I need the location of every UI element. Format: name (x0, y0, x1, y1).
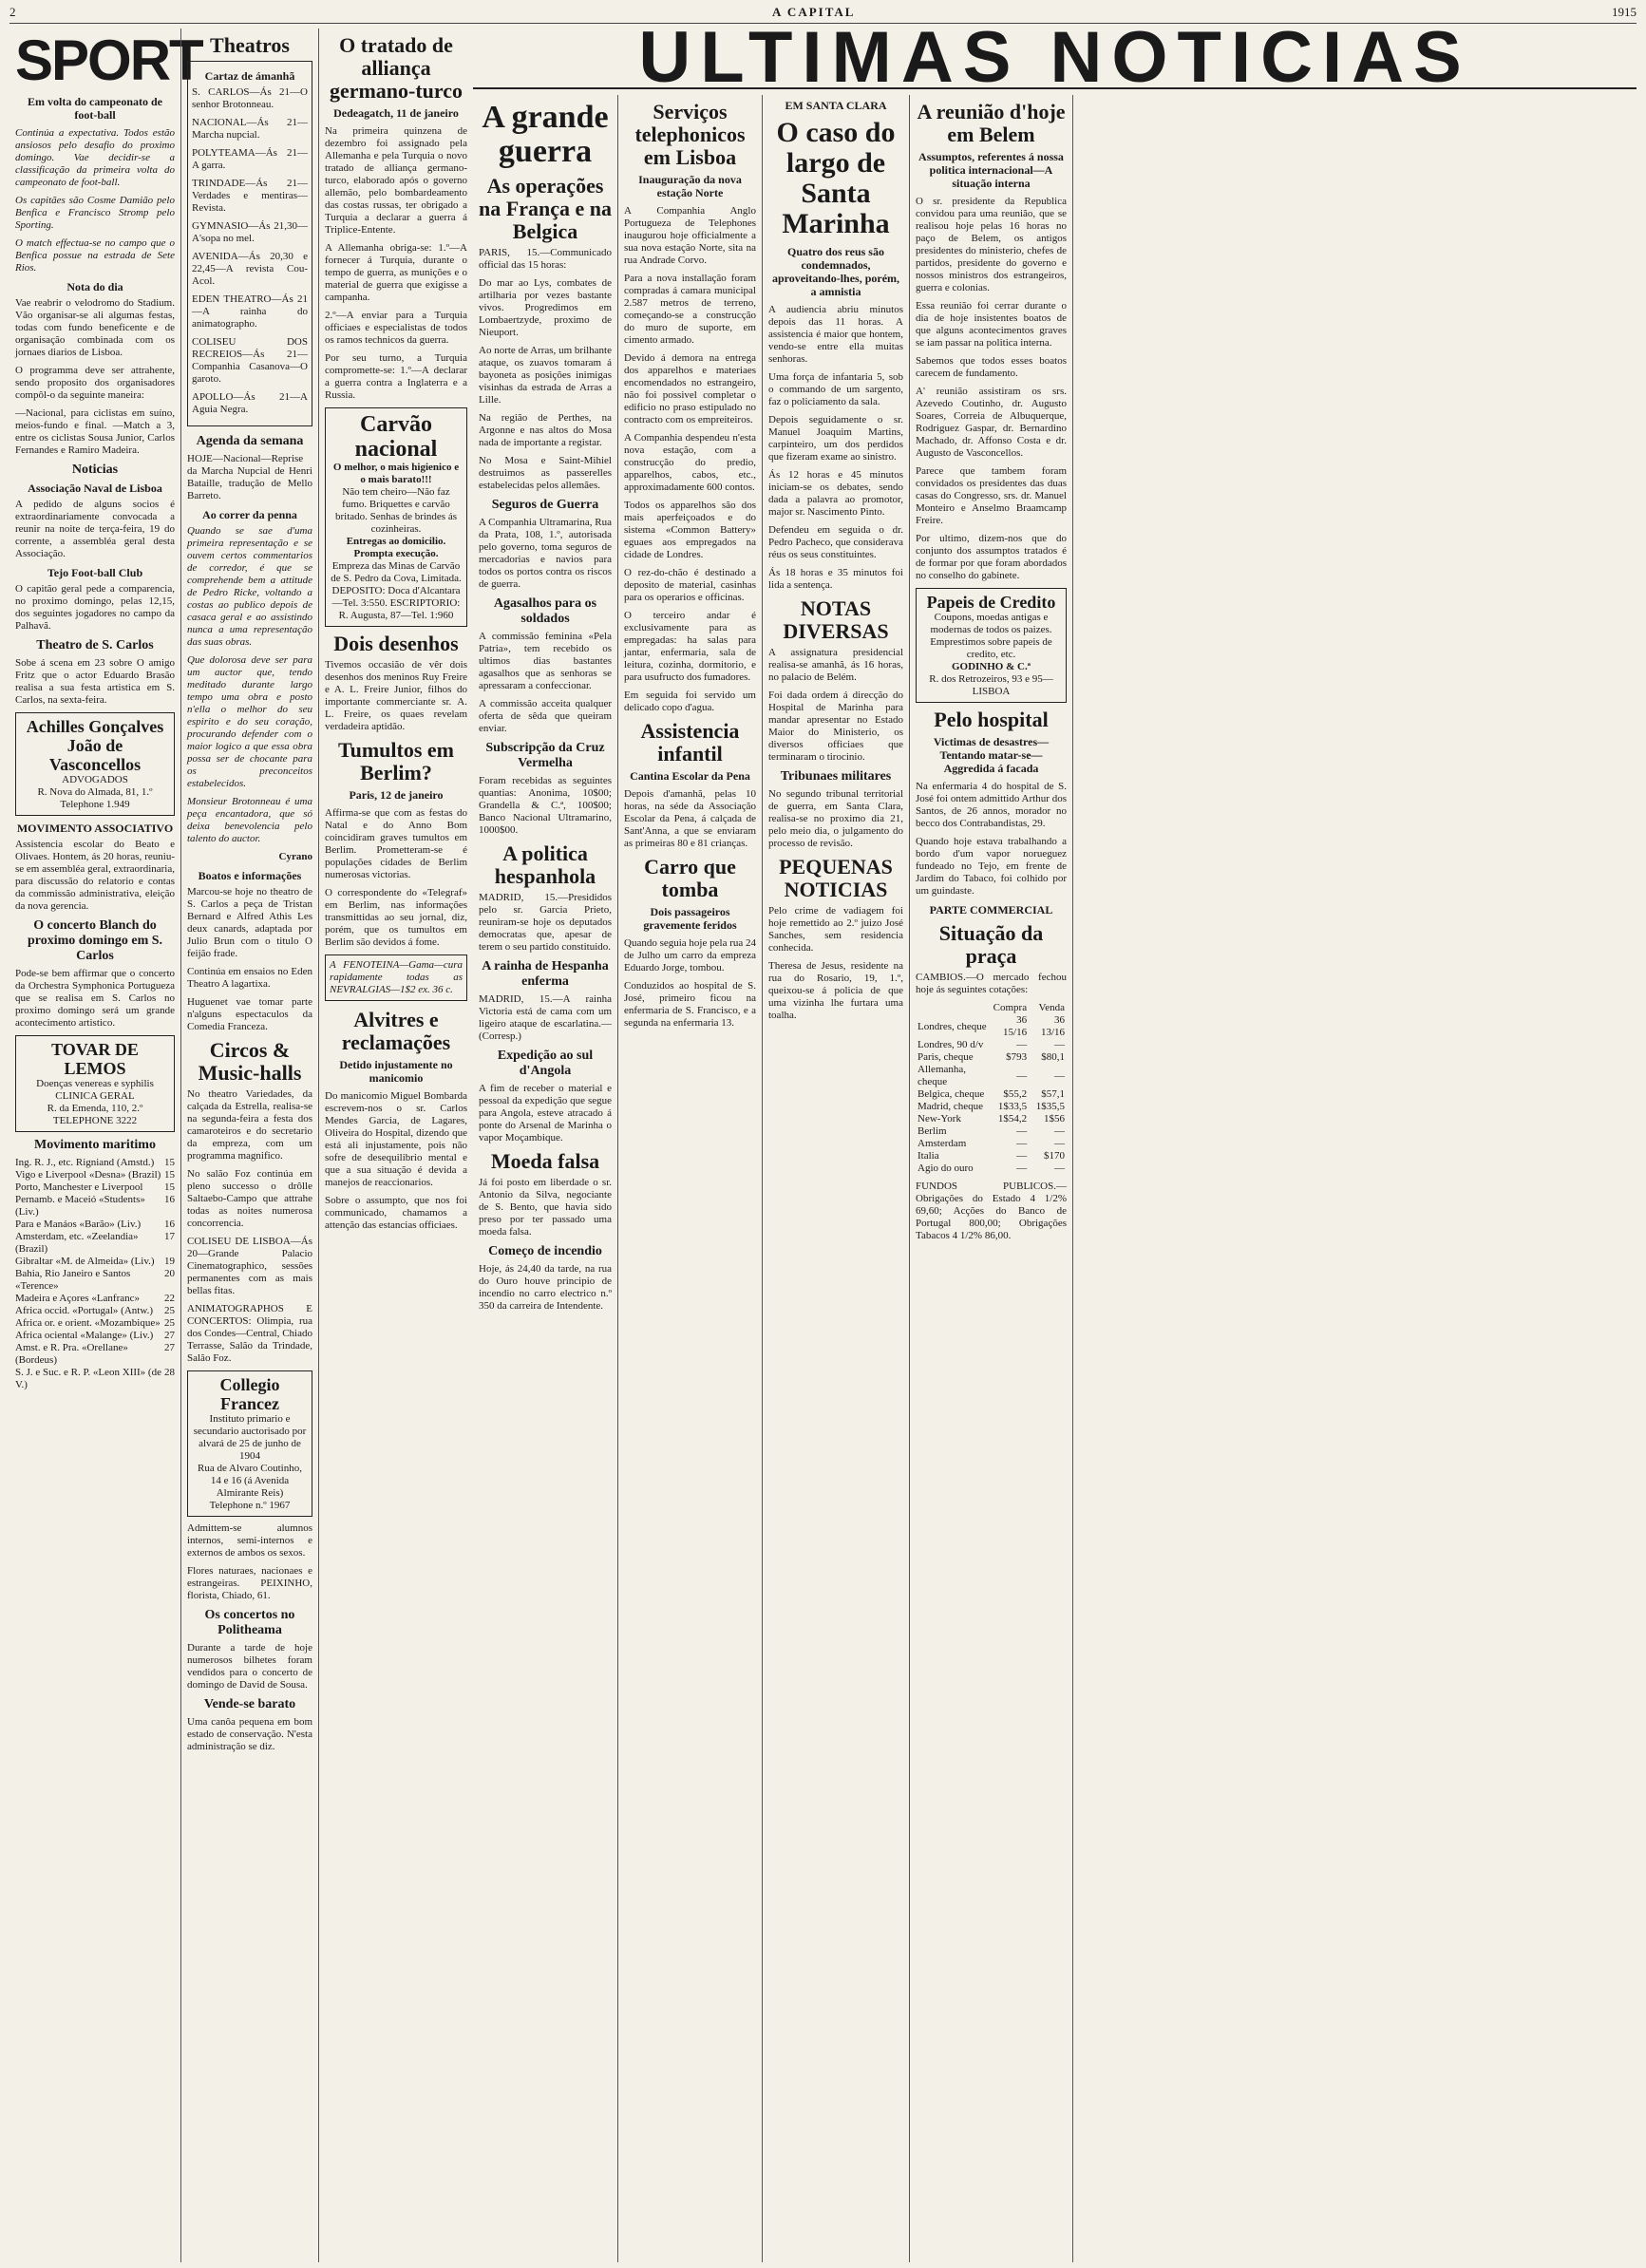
column-blank (1072, 95, 1637, 2262)
tratado-title: O tratado de alliança germano-turco (329, 33, 464, 103)
notas-text-2: Foi dada ordem á direcção do Hospital de Marinha para mandar apresentar no Estado Maior do Ministerio, os diversos officiaes que terminaram o tirocinio. (768, 690, 903, 763)
theatro-carlos-title: Theatro de S. Carlos (36, 638, 154, 652)
ship-row (15, 1231, 175, 1256)
tratado-text-3: 2.º—A enviar para a Turquia officiaes e especialistas de todos os ramos technicos da guerra. (325, 310, 467, 346)
rate-buy: 1$33,5 (997, 1101, 1028, 1112)
ship-name: Porto, Manchester e Liverpool (15, 1181, 143, 1193)
santa-text-2: Uma força de infantaria 5, sob o commando de um sargento, faz o policiamento da sala. (768, 371, 903, 407)
credito-firm: GODINHO & C.ª (951, 661, 1031, 672)
cruz-title: Subscripção da Cruz Vermelha (485, 741, 605, 770)
fenoteina-ad: A FENOTEINA—Gama—cura rapidamente todas as NEVRALGIAS—1$2 ex. 36 c. (325, 954, 467, 1001)
collegio-title: Collegio Francez (219, 1375, 280, 1413)
belem-title: A reunião d'hoje em Belem (917, 100, 1066, 146)
telephones-sub: Inauguração da nova estação Norte (638, 173, 742, 199)
credito-text: Emprestimos sobre papeis de credito, etc. (930, 636, 1052, 660)
ship-day: 19 (164, 1256, 175, 1267)
theatro-carlos-text: Sobe á scena em 23 sobre O amigo Fritz que o actor Eduardo Brasão realisa a sua festa artistica em S. Carlos, na sexta-feira. (15, 657, 175, 706)
rate-row (916, 1162, 1067, 1175)
circos-text-2: No salão Foz continúa em pleno successo o drôlle Saltaebo-Campo que attrahe todas as noites numerosa concorrencia. (187, 1168, 312, 1229)
ship-row (15, 1181, 175, 1194)
dois-title: Dois desenhos (333, 632, 459, 655)
tumult-title: Tumultos em Berlim? (337, 738, 455, 784)
moeda-title: Moeda falsa (490, 1149, 600, 1173)
telephones-text-8: Em seguida foi servido um delicado copo d'agua. (624, 690, 756, 713)
ship-name: Amsterdam, etc. «Zeelandia» (Brazil) (15, 1231, 139, 1255)
ship-name: Vigo e Liverpool «Desna» (Brazil) (15, 1169, 161, 1181)
rate-row (916, 1064, 1067, 1088)
agasalhos-text-1: A commissão feminina «Pela Patria», tem recebido os ultimos dias bastantes agasalhos que as senhoras se apressaram a confeccionar. (479, 631, 612, 691)
rate-row (916, 1014, 1067, 1039)
collegio-text: Admittem-se alumnos internos, semi-internos e externos de ambos os sexos. (187, 1522, 312, 1559)
ship-day: 20 (164, 1268, 175, 1279)
assistencia-sub: Cantina Escolar da Pena (630, 769, 750, 783)
theatros-title: Theatros (210, 33, 290, 57)
paper-name: A CAPITAL (772, 5, 856, 19)
rate-sell: 1$56 (1044, 1113, 1065, 1125)
carro-text-1: Quando seguia hoje pela rua 24 de Julho um carro da empreza Eduardo Jorge, tombou. (624, 937, 756, 973)
advert-credito (916, 588, 1067, 703)
show-item: APOLLO—Ás 21—A Aguia Negra. (192, 391, 308, 415)
ship-name: Africa occid. «Portugal» (Antw.) (15, 1305, 153, 1316)
show-item: S. CARLOS—Ás 21—O senhor Brotonneau. (192, 86, 308, 110)
parte-commercial: PARTE COMMERCIAL (929, 903, 1053, 917)
column-santa-marinha (762, 95, 909, 2262)
credito-title: Papeis de Credito (926, 593, 1056, 612)
santa-text-1: A audiencia abriu minutos depois das 11 horas. A assistencia é maior que hontem, vendo-se entre ella muitas senhoras. (768, 304, 903, 365)
ship-day: 16 (164, 1194, 175, 1205)
tratado-text-4: Por seu turno, a Turquia compromette-se: 1.º—A declarar a guerra contra a Inglaterra e a Russia. (325, 352, 467, 401)
advert-clinic-address: R. da Emenda, 110, 2.º (47, 1103, 143, 1114)
advert-carvao (325, 407, 467, 627)
ship-row (15, 1219, 175, 1231)
advert-lawyers-role: ADVOGADOS (62, 774, 128, 785)
show-item: NACIONAL—Ás 21—Marcha nupcial. (192, 117, 308, 141)
tumult-dateline: Paris, 12 de janeiro (349, 788, 444, 802)
rate-place: Amsterdam (918, 1138, 967, 1149)
boatos-text-2: Continúa em ensaios no Eden Theatro A lagartixa. (187, 966, 312, 990)
ship-row (15, 1342, 175, 1367)
rate-sell: 36 13/16 (1040, 1014, 1065, 1038)
ship-day: 25 (164, 1305, 175, 1316)
ship-name: S. J. e Suc. e R. P. «Leon XIII» (de V.) (15, 1367, 161, 1390)
correr-title: Ao correr da penna (202, 508, 297, 521)
carvao-title: Carvão nacional (354, 412, 438, 462)
carro-text-2: Conduzidos ao hospital de S. José, primeiro ficou na enfermaria de S. Francisco, e a segunda na enfermaria 13. (624, 980, 756, 1029)
rates-header-place (916, 1002, 989, 1014)
circos-title: Circos & Music-halls (198, 1038, 302, 1085)
notas-title: NOTAS DIVERSAS (783, 596, 889, 643)
column-belem (909, 95, 1072, 2262)
rate-place: Italia (918, 1150, 939, 1162)
belem-text-6: Por ultimo, dizem-nos que do conjunto dos assumptos tratados é de formar por que foram abordados no conselho do gabinete. (916, 533, 1067, 581)
notas-text-1: A assignatura presidencial realisa-se amanhã, ás 16 horas, no palacio de Belém. (768, 647, 903, 683)
rates-body (916, 1014, 1067, 1175)
sport-section: Em volta do campeonato de foot-ball (28, 95, 162, 122)
guerra-sub: As operações na França e na Belgica (479, 174, 612, 243)
ship-list (15, 1157, 175, 1391)
rate-buy: $55,2 (1003, 1088, 1028, 1100)
politica-text: MADRID, 15.—Presididos pelo sr. Garcia Prieto, reuniram-se hoje os deputados democratas que, apesar de terem o seu partido constituido. (479, 892, 612, 953)
telephones-text-3: Devido á demora na entrega dos apparelhos e materiaes encomendados no estrangeiro, não foi possivel completar o edificio no praso estipulado no contracto com os empreiteiros. (624, 352, 756, 425)
rate-row (916, 1051, 1067, 1064)
telephones-text-1: A Companhia Anglo Portugueza de Telephones inaugurou hoje officialmente a sua nova estação Norte, sita na rua Andrade Corvo. (624, 205, 756, 266)
rate-place: New-York (918, 1113, 961, 1125)
ship-name: Amst. e R. Pra. «Orellane» (Bordeus) (15, 1342, 128, 1366)
rate-place: Belgica, cheque (918, 1088, 985, 1100)
anim-text: ANIMATOGRAPHOS E CONCERTOS: Olimpia, rua dos Condes—Central, Chiado Terrasse, Salão da Trindade, Salão Foz. (187, 1303, 312, 1364)
incendio-text: Hoje, ás 24,40 da tarde, na rua do Ouro houve principio de incendio no carro electrico n.º 350 da carreira de Intendente. (479, 1263, 612, 1312)
circos-text-1: No theatro Variedades, da calçada da Estrella, realisa-se na segunda-feira a festa dos camaroteiros e do secretario da empreza, com um programma magnifico. (187, 1088, 312, 1162)
rate-sell: — (1054, 1069, 1065, 1082)
sport-text-1: Continúa a expectativa. Todos estão ansiosos pelo desafio do proximo domingo. Vae decidir-se a classificação da primeira volta do campeonato de foot-ball. (15, 127, 175, 188)
correr-signature: Cyrano (278, 851, 312, 862)
correr-text-3: Monsieur Brotonneau é uma peça encantadora, que só deixa benevolencia pelo talento do auctor. (187, 796, 312, 844)
rate-buy: — (1016, 1162, 1028, 1174)
column-guerra (473, 95, 617, 2262)
rates-table (916, 1002, 1067, 1175)
advert-collegio (187, 1370, 312, 1517)
ship-row (15, 1194, 175, 1219)
politica-title: A politica hespanhola (494, 841, 596, 888)
ship-day: 15 (164, 1169, 175, 1181)
ship-day: 17 (164, 1231, 175, 1242)
sport-text-2: Os capitães são Cosme Damião pelo Benfica e Francisco Stromp pelo Sporting. (15, 195, 175, 231)
rainha-text: MADRID, 15.—A rainha Victoria está de cama com um ligeiro ataque de escarlatina.—(Corresp.) (479, 993, 612, 1042)
ship-name: Africa ociental «Malange» (Liv.) (15, 1330, 154, 1341)
telephones-text-2: Para a nova installação foram compradas á camara municipal 2.587 metros de terreno, começando-se a construcção do muro de suporte, em cimento armado. (624, 273, 756, 346)
agenda-text: HOJE—Nacional—Reprise da Marcha Nupcial de Henri Bataille, tradução de Mello Barreto. (187, 453, 312, 501)
ship-row (15, 1256, 175, 1268)
ship-row (15, 1367, 175, 1391)
telephones-title: Serviços telephonicos em Lisboa (634, 100, 746, 169)
hospital-title: Pelo hospital (934, 708, 1049, 731)
note-text-1: Vae reabrir o velodromo do Stadium. Vão organisar-se ali algumas festas, todas com fundo beneficente e de organisação combinada com os jornaes diarios de Lisboa. (15, 297, 175, 358)
rate-buy: — (1016, 1069, 1028, 1082)
pequenas-text-2: Theresa de Jesus, residente na rua do Rosario, 19, 1.º, queixou-se á policia de que uma vizinha lhe furtara uma toalha. (768, 960, 903, 1021)
rate-place: Berlim (918, 1125, 947, 1137)
show-item: TRINDADE—Ás 21—Verdades e mentiras—Revista. (192, 178, 308, 214)
rate-sell: — (1054, 1138, 1065, 1149)
collegio-sub: Instituto primario e secundario auctorisado por alvará de 25 de junho de 1904 (193, 1413, 307, 1462)
news-sub-2: Tejo Foot-ball Club (47, 566, 143, 579)
cartaz-box (187, 61, 312, 426)
ship-day: 22 (164, 1293, 175, 1304)
concertos-text: Durante a tarde de hoje numerosos bilhetes foram vendidos para o concerto de domingo de David de Sousa. (187, 1642, 312, 1691)
assistencia-title: Assistencia infantil (640, 719, 740, 765)
rate-place: Londres, cheque (918, 1020, 987, 1032)
column-sport (9, 28, 202, 2262)
show-list (192, 86, 308, 416)
santa-sub: Quatro dos reus são condemnados, aproveitando-lhes, porém, a amnistia (771, 245, 900, 298)
rates-header (916, 1002, 1067, 1014)
note-text-3: —Nacional, para ciclistas em suíno, meios-fundo e final. —Match a 3, entre os ciclistas Sousa Junior, Carlos Fernandes e Ramiro Madeira. (15, 407, 175, 456)
guerra-dateline: PARIS, 15.—Communicado official das 15 horas: (479, 247, 612, 271)
guerra-text-3: Na região de Perthes, na Argonne e nas altos do Mosa nada de importante a registar. (479, 412, 612, 448)
seguros-text: A Companhia Ultramarina, Rua da Prata, 108, 1.º, autorisada pelo governo, toma seguros de mercadorias e navios para todos os portos contra os riscos de guerra. (479, 517, 612, 590)
ship-day: 16 (164, 1219, 175, 1230)
carvao-text-3: Empreza das Minas de Carvão de S. Pedro da Cova, Limitada. DEPOSITO: Doca d'Alcantara—Tel. 3:550. ESCRIPTORIO: R. Augusta, 87—Tel. 1:960 (331, 560, 462, 621)
tumult-text-1: Affirma-se que com as festas do Natal e do Anno Bom coincidiram graves tumultos em Berlim. Prometteram-se é populações cidades de Berlim numerosas victorias. (325, 807, 467, 880)
rate-row (916, 1150, 1067, 1162)
column-telephones (617, 95, 762, 2262)
alvitres-text-1: Do manicomio Miguel Bombarda escrevem-nos o sr. Carlos Mendes Garcia, de Lagares, Oliveira do Hospital, dizendo que está ali injustamente, pois não sofre de desequilibrio mental e que a sua situação é devida a manejos de reaccionarios. (325, 1090, 467, 1188)
assistencia-text: Depois d'amanhã, pelas 10 horas, na séde da Associação Escolar da Pena, á calçada de Sant'Anna, a que se enviaram as primeiras 80 e 81 crianças. (624, 788, 756, 849)
collegio-address: Rua de Alvaro Coutinho, 14 e 16 (á Avenida Almirante Reis) (198, 1463, 302, 1499)
ship-name: Africa or. e orient. «Mozambique» (15, 1317, 161, 1329)
rate-sell: $57,1 (1041, 1088, 1065, 1100)
concert-text: Pode-se bem affirmar que o concerto da Orchestra Symphonica Portugueza que se realisa em S. Carlos no proximo domingo será um grande acontecimento artistico. (15, 968, 175, 1029)
tribunaes-text: No segundo tribunal territorial de guerra, em Santa Clara, realisa-se no proximo dia 21, pelo meio dia, o julgamento do processo de revisão. (768, 788, 903, 849)
telephones-text-4: A Companhia despendeu n'esta nova estação, com a construcção do predio, apparelhos, cabos, etc., approximadamente 600 contos. (624, 432, 756, 493)
column-tratado (318, 28, 473, 2262)
alvitres-title: Alvitres e reclamações (341, 1008, 451, 1054)
tumult-text-2: O correspondente do «Telegraf» em Berlim, nas informações transmittidas ao seu jornal, diz, porém, que os tumultos em Berlim são devidos á fome. (325, 887, 467, 948)
tratado-dateline: Dedeagatch, 11 de janeiro (333, 106, 459, 120)
santa-text-4: Ás 12 horas e 45 minutos iniciam-se os debates, sendo dada a palavra ao promotor, major sr. Nascimento Pinto. (768, 469, 903, 518)
cambios-text: CAMBIOS.—O mercado fechou hoje ás seguintes cotações: (916, 972, 1067, 995)
show-item: AVENIDA—Ás 20,30 e 22,45—A revista Cou-Acol. (192, 251, 308, 287)
rate-sell: — (1054, 1162, 1065, 1174)
expedicao-title: Expedição ao sul d'Angola (497, 1049, 594, 1078)
guerra-text-1: Do mar ao Lys, combates de artilharia por vezes bastante vivos. Progredimos em Lombaertzyde, proximo de Nieuport. (479, 277, 612, 338)
hospital-sub: Victimas de desastres—Tentando matar-se—Aggredida á facada (933, 735, 1050, 775)
belem-text-1: O sr. presidente da Republica convidou para uma reunião, que se realisou hoje pelas 16 horas no paço de Belem, os antigos presidentes do ministerio, chefes de partidos, presidente do governo e nossos ministros dos estrangeiros, guerra e colonias. (916, 196, 1067, 293)
carvao-text-2: Entregas ao domicilio. Prompta execução. (346, 536, 446, 559)
news-text-2: O capitão geral pede a comparencia, no proximo domingo, pelas 12,15, dos seguintes jogadores no campo da Palhavã. (15, 583, 175, 632)
santa-title: O caso do largo de Santa Marinha (776, 117, 896, 239)
hospital-text-1: Na enfermaria 4 do hospital de S. José foi ontem admittido Arthur dos Santos, de 26 annos, morador no becco dos Contrabandistas, 29. (916, 781, 1067, 829)
flores-text: Flores naturaes, nacionaes e estrangeiras. PEIXINHO, florista, Chiado, 61. (187, 1565, 312, 1601)
concertos-title: Os concertos no Politheama (204, 1608, 295, 1637)
ultimas-noticias-banner: ULTIMAS NOTICIAS (473, 28, 1637, 89)
pequenas-text-1: Pelo crime de vadiagem foi hoje remettido ao 2.º juizo José Sanches, sem residencia conhecida. (768, 905, 903, 954)
advert-clinic-name: TOVAR DE LEMOS (51, 1040, 139, 1078)
advert-lawyers (15, 712, 175, 816)
rate-sell: 1$35,5 (1035, 1101, 1065, 1112)
expedicao-text: A fim de receber o material e pessoal da expedição que segue para Angola, esteve atracado á ponte do Arsenal de Marinha o vapor Moçambique. (479, 1083, 612, 1143)
rate-place: Londres, 90 d/v (918, 1039, 984, 1050)
rates-header-buy: Compra (993, 1002, 1028, 1013)
rates-header-sell: Venda (1038, 1002, 1065, 1013)
rate-row (916, 1101, 1067, 1113)
ship-day: 27 (164, 1342, 175, 1353)
agenda-title: Agenda da semana (196, 434, 304, 448)
collegio-phone: Telephone n.º 1967 (209, 1500, 291, 1511)
alvitres-text-2: Sobre o assumpto, que nos foi communicado, chamamos a attenção das estancias officiaes. (325, 1195, 467, 1231)
agasalhos-text-2: A commissão acceita qualquer oferta de sêda que queiram enviar. (479, 698, 612, 734)
advert-lawyers-address: R. Nova do Almada, 81, 1.º (37, 786, 153, 798)
rate-place: Paris, cheque (918, 1051, 974, 1063)
show-item: COLISEU DOS RECREIOS—Ás 21—Companhia Casanova—O garoto. (192, 336, 308, 385)
rate-sell: — (1054, 1125, 1065, 1137)
note-title: Nota do dia (66, 280, 123, 293)
column-theatros (180, 28, 318, 2262)
guerra-text-4: No Mosa e Saint-Mihiel destruimos as passerelles estabelecidas pelos allemães. (479, 455, 612, 491)
sport-text-3: O match effectua-se no campo que o Benfica possue na estrada de Sete Rios. (15, 237, 175, 274)
ship-row (15, 1293, 175, 1305)
cruz-text: Foram recebidas as seguintes quantias: Anonima, 10$00; Grandella & C.ª, 100$00; Banco Nacional Ultramarino, 1000$00. (479, 775, 612, 836)
rate-buy: — (1016, 1138, 1028, 1149)
carvao-sub: O melhor, o mais higienico e o mais barato!!! (332, 462, 460, 485)
ship-row (15, 1268, 175, 1293)
tratado-text-1: Na primeira quinzena de dezembro foi assignado pela Allemanha e pela Turquia o novo tratado de alliança germano-turco, elaborado após o governo allemão, pelo bombardeamento das costas russas, ter obrigado a Turquia a declarar a guerra á Triplice-Entente. (325, 125, 467, 236)
ship-row (15, 1305, 175, 1317)
rainha-title: A rainha de Hespanha enferma (482, 959, 609, 989)
rate-buy: 36 15/16 (1003, 1014, 1028, 1038)
carro-sub: Dois passageiros gravemente feridos (643, 905, 737, 932)
assoc-title: MOVIMENTO ASSOCIATIVO (16, 822, 174, 835)
alvitres-sub: Detido injustamente no manicomio (339, 1058, 453, 1085)
coliseu-text: COLISEU DE LISBOA—Ás 20—Grande Palacio Cinematographico, sessões permanentes com as mais bellas fitas. (187, 1236, 312, 1296)
agasalhos-title: Agasalhos para os soldados (493, 596, 597, 626)
rate-buy: — (1016, 1039, 1028, 1050)
boatos-title: Boatos e informações (198, 869, 302, 882)
vende-title: Vende-se barato (203, 1697, 296, 1711)
guerra-title: A grande guerra (482, 100, 609, 169)
assoc-text: Assistencia escolar do Beato e Olivaes. Hontem, ás 20 horas, reuniu-se em assembléa geral, extraordinaria, para discussão do relatorio e contas da commissão administrativa, eleição da nova gerencia. (15, 839, 175, 912)
correr-text-2: Que dolorosa deve ser para um auctor que, tendo meditado durante largo tempo uma obra e posto n'ella o melhor do seu espirito e do seu coração, procurando defender com o maior logico a que essa obra possa ser de chocante para os preconceitos estabelecidos. (187, 654, 312, 789)
santa-kicker: EM SANTA CLARA (785, 99, 887, 112)
boatos-text-3: Huguenet vae tomar parte n'alguns espectaculos da Comedia Franceza. (187, 996, 312, 1032)
rate-place: Agio do ouro (918, 1162, 974, 1174)
tratado-text-2: A Allemanha obriga-se: 1.º—A fornecer á Turquia, durante o tempo de guerra, as munições e o material de guerra que exigisse a campanha. (325, 242, 467, 303)
ship-day: 15 (164, 1181, 175, 1193)
advert-clinic-phone: TELEPHONE 3222 (52, 1115, 138, 1126)
rate-buy: $793 (1006, 1051, 1028, 1063)
rate-buy: — (1016, 1150, 1028, 1162)
dois-text: Tivemos occasião de vêr dois desenhos dos meninos Ruy Freire e A. L. Freire Junior, filhos do importante commerciante sr. A. L. Freire, os quaes revelam verdadeira aptidão. (325, 659, 467, 732)
rate-sell: — (1054, 1039, 1065, 1050)
advert-clinic-type: CLINICA GERAL (55, 1090, 135, 1102)
ship-row (15, 1157, 175, 1169)
belem-text-3: Sabemos que todos esses boatos carecem de fundamento. (916, 355, 1067, 379)
ship-name: Ing. R. J., etc. Rigniand (Amstd.) (15, 1157, 155, 1168)
incendio-title: Começo de incendio (488, 1244, 602, 1258)
tribunaes-title: Tribunaes militares (780, 769, 892, 784)
paper-date: 1915 (1612, 5, 1637, 19)
ship-day: 27 (164, 1330, 175, 1341)
ship-name: Bahia, Rio Janeiro e Santos «Terence» (15, 1268, 131, 1292)
ship-name: Pernamb. e Maceió «Students» (Liv.) (15, 1194, 145, 1218)
news-sub-1: Associação Naval de Lisboa (28, 482, 162, 495)
fundos-text: FUNDOS PUBLICOS.—Obrigações do Estado 4 1/2% 69,60; Acções do Banco de Portugal 800,00; Obrigações Tabacos 4 1/2% 86,00. (916, 1181, 1067, 1241)
advert-lawyers-name-2: João de Vasconcellos (48, 736, 142, 774)
news-text-1: A pedido de alguns socios é extraordinariamente convocada a reunir na noite de terça-feira, 19 do corrente, a assembléa geral desta Associação. (15, 499, 175, 559)
santa-text-6: Ás 18 horas e 35 minutos foi lida a sentença. (768, 567, 903, 591)
rate-row (916, 1113, 1067, 1125)
ship-name: Para e Manáos «Barão» (Liv.) (15, 1219, 142, 1230)
ship-row (15, 1169, 175, 1181)
telephones-text-5: Todos os apparelhos são dos mais aperfeiçoados e do sistema «Common Battery» eguaes aos empregados na cidade de Londres. (624, 500, 756, 560)
rate-row (916, 1125, 1067, 1138)
rate-sell: $80,1 (1041, 1051, 1065, 1063)
advert-clinic-speciality: Doenças venereas e syphilis (36, 1078, 154, 1089)
rate-row (916, 1039, 1067, 1051)
belem-sub: Assumptos, referentes á nossa politica internacional—A situação interna (918, 150, 1064, 190)
carvao-text-1: Não tem cheiro—Não faz fumo. Briquettes e carvão britado. Senhas de brindes ás cozinheiras. (335, 486, 457, 535)
ship-name: Gibraltar «M. de Almeida» (Liv.) (15, 1256, 155, 1267)
advert-lawyers-phone: Telephone 1.949 (60, 799, 130, 810)
news-title: Noticias (71, 463, 119, 477)
hospital-text-2: Quando hoje estava trabalhando a bordo d'um vapor norueguez fundeado no Tejo, em frente de Jardim do Tabaco, foi colhido por um guindaste. (916, 836, 1067, 897)
belem-text-2: Essa reunião foi cerrar durante o dia de hoje insistentes boatos de que alguns acontecimentos graves se iam passar na politica interna. (916, 300, 1067, 349)
rate-row (916, 1088, 1067, 1101)
guerra-text-2: Ao norte de Arras, um brilhante ataque, os zuavos tomaram á bayoneta as posições inimigas visinhas da estrada de Arras a Lille. (479, 345, 612, 406)
advert-lawyers-name-1: Achilles Gonçalves (26, 717, 164, 736)
concert-title: O concerto Blanch do proximo domingo em S. Carlos (27, 918, 163, 963)
seguros-title: Seguros de Guerra (491, 498, 599, 512)
rate-place: Allemanha, cheque (918, 1064, 967, 1087)
rate-sell: $170 (1044, 1150, 1065, 1162)
santa-text-5: Defendeu em seguida o dr. Pedro Pacheco, que considerava réus os seus constituintes. (768, 524, 903, 560)
rate-buy: 1$54,2 (997, 1113, 1028, 1125)
carro-title: Carro que tomba (644, 855, 736, 901)
correr-text-1: Quando se sae d'uma primeira representação e se ouvem certos commentarios de corredor, é que se comprehende bem a attitude de Pedro Ricke, voltando a costas ao publico depois de casaca geral e ao assistindo nunca a uma representação das suas obras. (187, 525, 312, 648)
cartaz-title: Cartaz de ámanhã (204, 69, 295, 83)
rate-place: Madrid, cheque (918, 1101, 984, 1112)
telephones-text-7: O terceiro andar é exclusivamente para as empregadas: ha salas para jantar, enfermaria, sala de leitura, cozinha, dormitorio, e para usufructo dos fumadores. (624, 610, 756, 683)
advert-clinic (15, 1035, 175, 1132)
show-item: GYMNASIO—Ás 21,30—A'sopa no mel. (192, 220, 308, 244)
note-text-2: O programma deve ser attrahente, sendo proposito dos organisadores compôl-o da seguinte maneira: (15, 365, 175, 401)
belem-text-4: A' reunião assistiram os srs. Azevedo Coutinho, dr. Augusto Soares, Correia de Albuquerque, Rodriguez Gaspar, dr. Bernardino Machado, dr. Affonso Costa e dr. Augusto de Vasconcellos. (916, 386, 1067, 459)
ship-name: Madeira e Açores «Lanfranc» (15, 1293, 141, 1304)
maritime-title: Movimento maritimo (34, 1138, 156, 1152)
credito-address: R. dos Retrozeiros, 93 e 95—LISBOA (929, 673, 1053, 697)
santa-text-3: Depois seguidamente o sr. Manuel Joaquim Martins, carpinteiro, um dos perdidos que fizeram exame ao sinistro. (768, 414, 903, 463)
ship-row (15, 1317, 175, 1330)
boatos-text-1: Marcou-se hoje no theatro de S. Carlos a peça de Tristan Bernard e Alfred Athis Les deux canards, adaptada por Julio Brun com o titulo O feijão frade. (187, 886, 312, 959)
show-item: POLYTEAMA—Ás 21—A garra. (192, 147, 308, 171)
vende-text: Uma canôa pequena em bom estado de conservação. N'esta administração se diz. (187, 1716, 312, 1752)
ship-day: 15 (164, 1157, 175, 1168)
belem-text-5: Parece que tambem foram convidados os presidentes das duas casas do Congresso, srs. dr. Manuel Monteiro e Anselmo Braamcamp Freire. (916, 465, 1067, 526)
ship-day: 25 (164, 1317, 175, 1329)
ship-day: 28 (164, 1367, 175, 1378)
sport-title: SPORT (15, 28, 202, 92)
page-number: 2 (9, 5, 16, 19)
credito-sub: Coupons, moedas antigas e modernas de todos os paizes. (930, 612, 1052, 635)
rate-buy: — (1016, 1125, 1028, 1137)
pequenas-title: PEQUENAS NOTICIAS (779, 855, 893, 901)
rate-row (916, 1138, 1067, 1150)
ship-row (15, 1330, 175, 1342)
situacao-title: Situação da praça (938, 921, 1044, 968)
telephones-text-6: O rez-do-chão é destinado a deposito de material, casinhas para os operarios e officinas. (624, 567, 756, 603)
moeda-text: Já foi posto em liberdade o sr. Antonio da Silva, negociante de S. Bento, que havia sido preso por ter passado uma moeda falsa. (479, 1177, 612, 1238)
show-item: EDEN THEATRO—Ás 21—A rainha do animatographo. (192, 293, 308, 330)
